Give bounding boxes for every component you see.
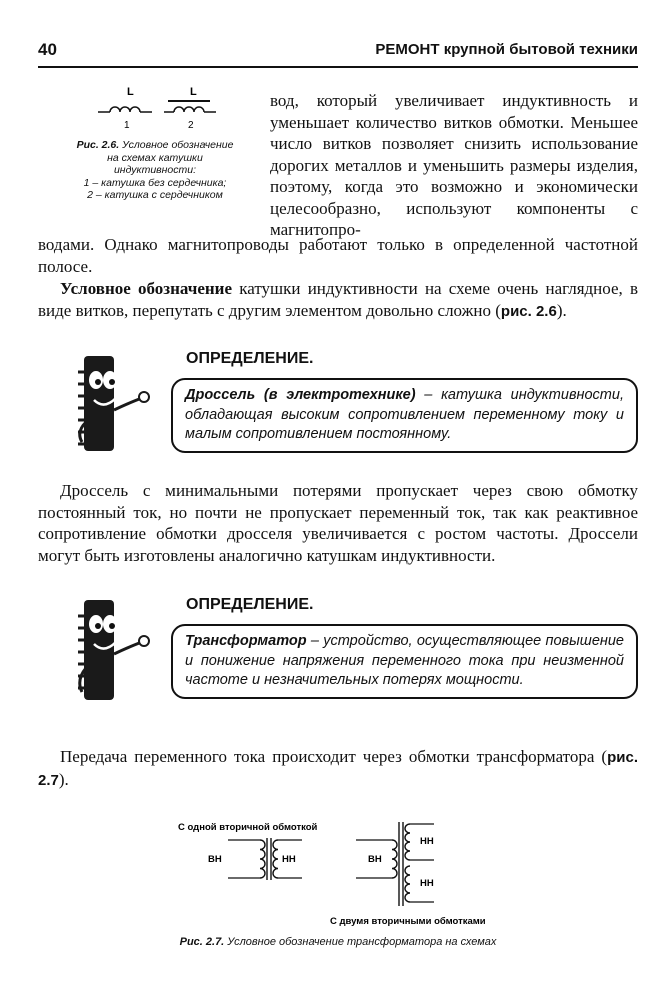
inductor-symbols [40,82,270,132]
figure-ref-2-7: рис. 2.7 [38,749,638,789]
transformer-2-nn-lower: НН [420,878,434,889]
running-title: РЕМОНТ крупной бытовой техники [375,41,638,58]
figure-2-6-caption-line: Условное обозначение [122,139,234,151]
inductor-2-number: 2 [188,120,194,131]
transformer-1-vn: ВН [208,854,222,865]
figure-2-6 [40,82,270,202]
figure-2-7-caption-text: Условное обозначение трансформатора на схемах [224,936,497,948]
paragraph-2-end: ). [556,300,567,320]
definition-2 [38,594,638,724]
definition-2-text: – устройство, осуществляющее повышение и понижение напряжения переменного тока при неизменной частоте и незначительных потерях мощности. [185,633,624,688]
paragraph-2 [38,278,638,322]
transformer-diagrams [170,820,530,930]
inductor-2-label: L [190,86,197,98]
paragraph-4 [38,746,638,791]
inductor-1-number: 1 [124,120,130,131]
figure-2-6-caption-number: Рис. 2.6. [76,139,120,151]
inductor-1-label: L [127,86,134,98]
figure-2-6-caption-item: 1 – катушка без сердечника; [83,176,227,189]
definition-2-box [171,624,638,699]
figure-2-6-caption-line: индуктивности: [113,164,197,176]
page-number: 40 [38,40,57,59]
mascot-chip-icon [76,352,156,457]
transformer-2-nn-upper: НН [420,836,434,847]
definition-1-term: Дроссель (в электротехнике) [185,387,416,403]
paragraph-2-text: катушки индуктивности на схеме очень наглядное, в виде витков, перепутать с другим элементом довольно сложно ( [38,279,639,320]
transformer-1-nn: НН [282,854,296,865]
page-header [38,38,638,68]
figure-ref-2-6: рис. 2.6 [500,302,557,320]
paragraph-3: Дроссель с минимальными потерями пропускает через свою обмотку постоянный ток, но почти не пропускает переменный ток, так как реактивное сопротивление обмотки дросселя увеличивается с ростом частоты. Дроссели могут быть изготовлены аналогично катушкам индуктивности. [38,481,638,565]
figure-2-6-caption-line: на схемах катушки [107,151,203,164]
definition-1 [38,350,638,460]
figure-2-6-caption [40,139,270,202]
figure-2-7-caption-number: Рис. 2.7. [179,936,225,948]
mascot-chip-icon [76,596,156,706]
definition-2-term: Трансформатор [185,633,307,649]
label-double-secondary: С двумя вторичными обмотками [330,916,486,927]
paragraph-4-end: ). [58,769,69,789]
definition-2-title: ОПРЕДЕЛЕНИЕ. [186,596,314,613]
figure-2-7 [170,820,530,930]
paragraph-1: вод, который увеличивает индуктивность и уменьшает количество витков обмотки. Меньшее число витков позволяет снизить использование дорогих металлов и уменьшить размеры изделия, поэтому, когда это возможно и экономически целесообразно, используют компоненты с магнитопро- [270,91,638,239]
transformer-2-vn: ВН [368,854,382,865]
figure-2-6-caption-item: 2 – катушка с сердечником [87,189,223,201]
definition-1-box [171,378,638,453]
label-single-secondary: С одной вторичной обмоткой [178,822,318,833]
paragraph-2-bold-term: Условное обозначение [60,279,233,298]
paragraph-4-text: Передача переменного тока происходит через обмотки трансформатора ( [60,747,608,766]
definition-1-title: ОПРЕДЕЛЕНИЕ. [186,350,314,367]
paragraph-1-continuation: водами. Однако магнитопроводы работают только в определенной частотной полосе. [38,235,638,276]
definition-1-text: – катушка индуктивности, обладающая высоким сопротивлением переменному току и малым сопротивлением постоянному. [185,387,624,442]
figure-2-7-caption [38,936,638,948]
